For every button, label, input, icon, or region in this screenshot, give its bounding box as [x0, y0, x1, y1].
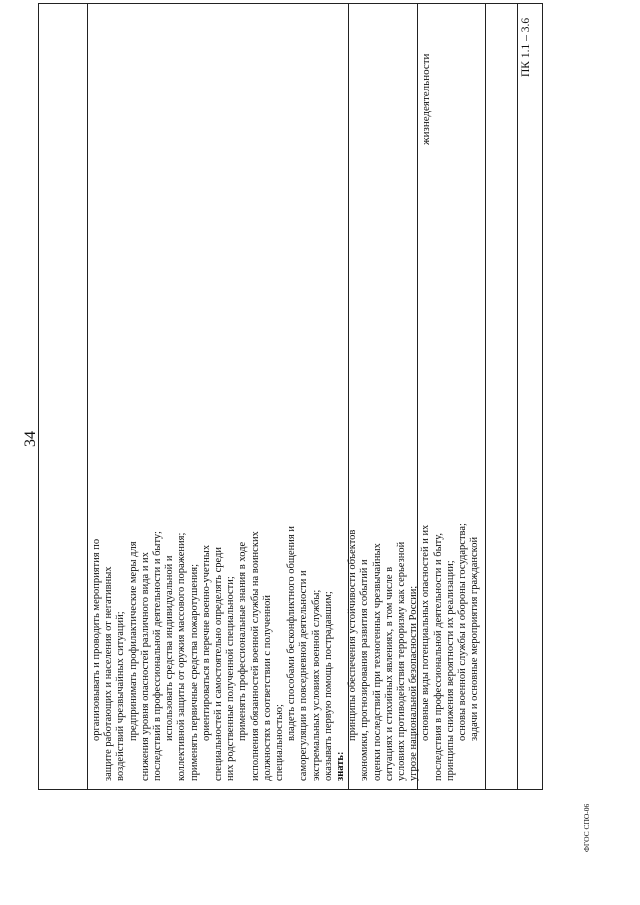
section-heading: знать:: [335, 751, 347, 781]
content-line: применять первичные средства пожаротушения;: [188, 563, 200, 781]
content-line: специальностей и самостоятельно определять среди: [213, 547, 225, 781]
content-line: владеть способами бесконфликтного общения и: [286, 526, 298, 741]
content-line: принципы снижения вероятности их реализации;: [444, 560, 456, 781]
content-line: специальностью;: [274, 704, 286, 781]
content-line: защите работающих и населения от негативных: [103, 566, 115, 781]
content-line: последствий в профессиональной деятельности и быту;: [152, 531, 164, 781]
content-line: должностях в соответствии с полученной: [261, 595, 273, 781]
content-line: экстремальных условиях военной службы;: [310, 589, 322, 781]
content-line: угрозе национальной безопасности России;: [408, 585, 420, 781]
content-line: организовывать и проводить мероприятия по: [91, 538, 102, 741]
content-line: саморегуляции в повседневной деятельности и: [298, 570, 310, 781]
page-number: 34: [22, 431, 39, 447]
content-line: последствия в профессиональной деятельности и быту,: [432, 533, 444, 781]
content-line: условиях противодействия терроризму как серьезной: [396, 541, 408, 781]
competencies-text: ПК 1.1 – 3.6: [520, 17, 532, 77]
content-line: экономики, прогнозирования развития событий и: [359, 559, 371, 781]
content-line: ориентироваться в перечне военно-учетных: [200, 544, 212, 741]
document-footer: ФГОС СПО-06: [582, 803, 591, 852]
content-line: коллективной защиты от оружия массового поражения;: [176, 532, 188, 781]
discipline-name-text: жизнедеятельности: [420, 53, 432, 145]
content-line: основные виды потенциальных опасностей и их: [420, 524, 432, 741]
content-line: оказывать первую помощь пострадавшим;: [322, 591, 334, 781]
content-line: них родственные полученной специальности;: [225, 576, 237, 781]
rotated-page: [0, 15, 600, 875]
content-line: использовать средства индивидуальной и: [164, 555, 176, 741]
content-line: предпринимать профилактические меры для: [127, 541, 139, 741]
requirements-table: [38, 3, 543, 790]
content-line: воздействий чрезвычайных ситуаций;: [115, 611, 127, 781]
content-line: ситуациях и стихийных явлениях, в том числе в: [383, 566, 395, 781]
content-line: исполнения обязанностей военной службы на воинских: [249, 531, 261, 781]
content-line: принципы обеспечения устойчивости объектов: [347, 529, 359, 741]
content-line: снижения уровня опасностей различного вида и их: [139, 552, 151, 781]
table-divider: [517, 4, 518, 789]
competencies-cell: [517, 2, 544, 81]
table-divider: [485, 4, 486, 789]
content-line: применять профессиональные знания в ходе: [237, 541, 249, 741]
content-line: задачи и основные мероприятия гражданской: [469, 536, 481, 741]
discipline-name-cell: [417, 2, 485, 149]
content-line: основы военной службы и обороны государства;: [457, 523, 469, 741]
content-line: оценки последствий при техногенных чрезвычайных: [371, 543, 383, 781]
